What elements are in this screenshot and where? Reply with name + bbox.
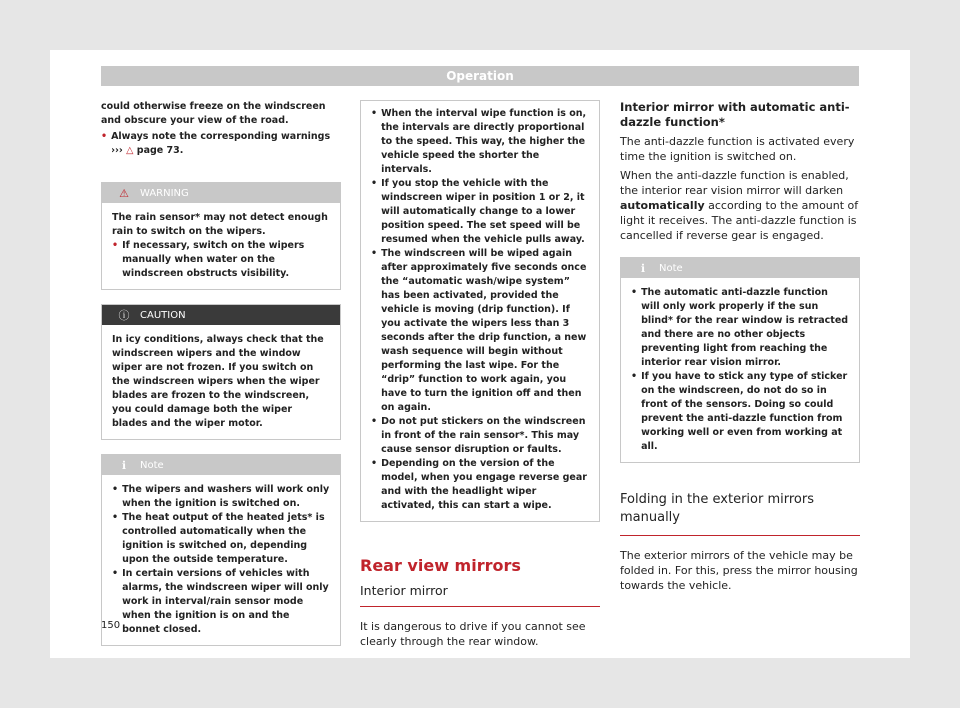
- intro-text: could otherwise freeze on the windscreen and obscure your view of the road.: [101, 101, 326, 126]
- warning-header: [102, 183, 340, 203]
- info-icon: ℹ: [640, 261, 646, 275]
- note-bullet: • The heat output of the heated jets* is controlled automatically when the ignition is switched on, depending upon the outside temperature.: [112, 512, 325, 565]
- bullet-icon: •: [631, 287, 638, 298]
- paragraph-1: The anti-dazzle function is activated every time the ignition is switched on.: [620, 135, 855, 163]
- note-header: [621, 258, 859, 278]
- arrows: ›››: [111, 145, 123, 156]
- bullet-icon: •: [631, 371, 638, 382]
- note-box: [620, 257, 860, 463]
- caution-label: CAUTION: [140, 309, 186, 321]
- section-title: Rear view mirrors: [360, 556, 521, 575]
- header-title: Operation: [446, 69, 514, 83]
- page-header: [101, 66, 859, 86]
- column-1: [101, 100, 341, 646]
- note-bullet: • When the interval wipe function is on, the intervals are directly proportional to the speed. This way, the higher the vehicle speed the shorter the intervals.: [371, 108, 587, 175]
- section-header: [360, 556, 600, 607]
- warning-text: The rain sensor* may not detect enough rain to switch on the wipers.: [112, 212, 328, 237]
- note-bullet: • If you stop the vehicle with the windscreen wiper in position 1 or 2, it will automatically change to a lower position speed. The set speed will be resumed when the vehicle pulls away.: [371, 178, 585, 245]
- caution-header: [102, 305, 340, 325]
- bullet-icon: •: [371, 108, 378, 119]
- body-text: It is dangerous to drive if you cannot see clearly through the rear window.: [360, 620, 586, 648]
- bullet-icon: •: [112, 568, 119, 579]
- reference-warning-icon: △: [126, 145, 134, 156]
- paragraph-heading: Interior mirror with automatic anti-dazzle function*: [620, 100, 850, 129]
- warning-bullet: • If necessary, switch on the wipers manually when water on the windscreen obstructs visibility.: [112, 240, 305, 279]
- intro-bullet: [101, 130, 341, 158]
- body-text: The exterior mirrors of the vehicle may be folded in. For this, press the mirror housing towards the vehicle.: [620, 549, 858, 592]
- bullet-icon: •: [112, 512, 119, 523]
- bullet-icon: •: [101, 131, 108, 142]
- note-header: [102, 455, 340, 475]
- bullet-icon: •: [371, 458, 378, 469]
- note-bullet: • Depending on the version of the model, when you engage reverse gear and with the headlight wiper activated, this can start a wipe.: [371, 458, 587, 511]
- page-link[interactable]: page 73.: [136, 145, 184, 156]
- bullet-icon: •: [112, 240, 119, 251]
- note-bullet: • The windscreen will be wiped again after approximately five seconds once the “automatic wash/wipe system” has been activated, provided the vehicle is moving (drip function). If you activate the wipers less than 3 seconds after the drip function, a new wash sequence will begin without performing the last wipe. For the “drip” function to work again, you have to turn the ignition off and then on again.: [371, 248, 587, 413]
- note-label: Note: [140, 459, 164, 471]
- note-continued-box: [360, 100, 600, 522]
- subsection-title: Interior mirror: [360, 583, 448, 598]
- section-header: [620, 491, 860, 536]
- section-title: Folding in the exterior mirrors manually: [620, 492, 814, 525]
- note-label: Note: [659, 262, 683, 274]
- bullet-icon: •: [371, 416, 378, 427]
- note-bullet: • The wipers and washers will work only when the ignition is switched on.: [112, 484, 330, 509]
- page-number: 150: [101, 620, 121, 631]
- note-bullet: • Do not put stickers on the windscreen in front of the rain sensor*. This may cause sensor disruption or faults.: [371, 416, 586, 455]
- warning-label: WARNING: [140, 187, 189, 199]
- paragraph-2: When the anti-dazzle function is enabled, the interior rear vision mirror will darken automatically according to the amount of light it receives. The anti-dazzle function is cancelled if reverse gear is engaged.: [620, 169, 859, 242]
- warning-triangle-icon: ⚠: [119, 186, 129, 200]
- note-bullet: • In certain versions of vehicles with alarms, the windscreen wiper will only work in interval/rain sensor mode when the ignition is on and the bonnet closed.: [112, 568, 329, 635]
- note-bullet: • The automatic anti-dazzle function will only work properly if the sun blind* for the rear window is retracted and there are no other objects preventing light from reaching the interior rear vision mirror.: [631, 287, 849, 368]
- note-box: [101, 454, 341, 646]
- bullet-icon: •: [371, 248, 378, 259]
- warning-box: [101, 182, 341, 290]
- intro-bullet-text: Always note the corresponding warnings: [111, 131, 331, 142]
- column-2: [360, 100, 600, 649]
- column-3: [620, 100, 860, 593]
- caution-text: In icy conditions, always check that the windscreen wipers and the window wiper are not frozen. If you switch on the windscreen wipers when the wiper blades are frozen to the windscreen, you could damage both the wiper blades and the wiper motor.: [112, 334, 324, 429]
- caution-circle-icon: ⓘ: [118, 309, 130, 322]
- info-icon: ℹ: [121, 458, 127, 472]
- note-bullet: • If you have to stick any type of sticker on the windscreen, do not do so in front of the sensors. Doing so could prevent the anti-dazzle function from working well or even from working at all.: [631, 371, 848, 452]
- bullet-icon: •: [112, 484, 119, 495]
- bullet-icon: •: [371, 178, 378, 189]
- caution-box: [101, 304, 341, 440]
